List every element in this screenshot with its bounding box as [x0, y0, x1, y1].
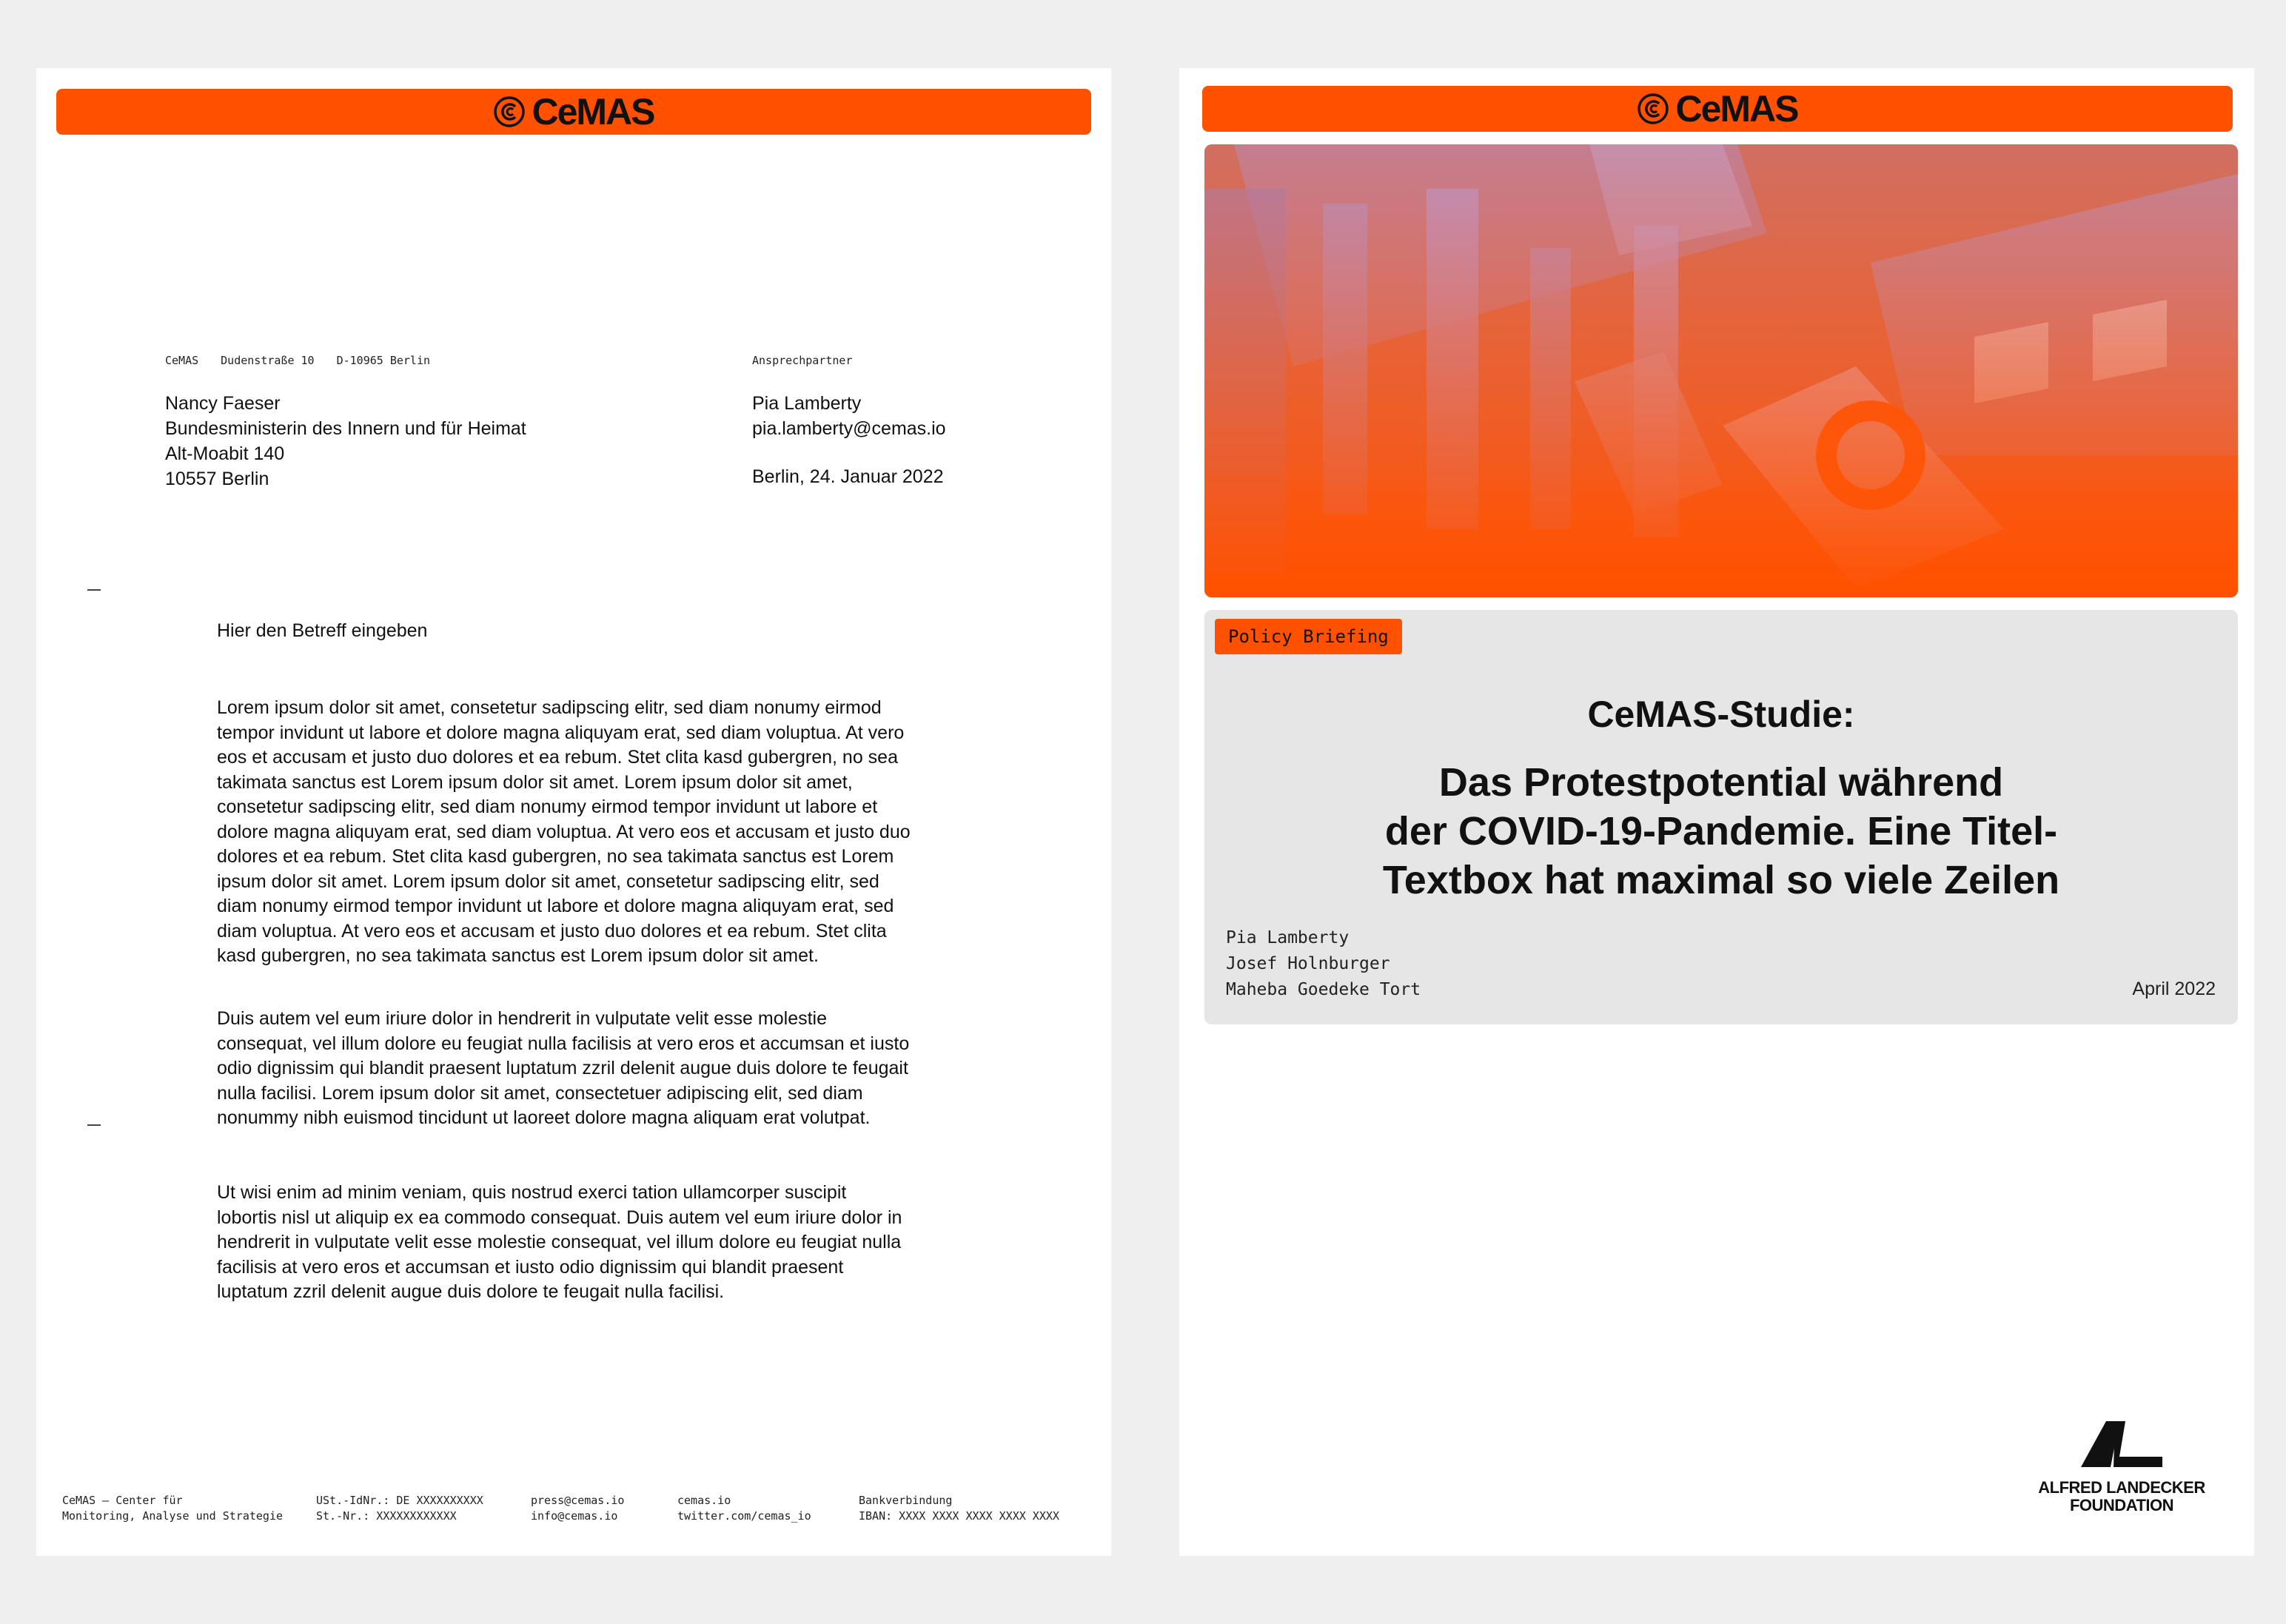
footer-line: twitter.com/cemas_io: [677, 1509, 811, 1523]
fold-mark: [87, 1124, 101, 1126]
sender-address-line: [165, 354, 430, 367]
cover-page: [1179, 68, 2254, 1556]
author-name: Maheba Goedeke Tort: [1226, 980, 1421, 999]
contact-person: [752, 391, 946, 441]
footer-line: Monitoring, Analyse und Strategie: [62, 1509, 284, 1523]
cemas-logo: [1637, 87, 1797, 130]
footer-line: St.-Nr.: XXXXXXXXXXXX: [316, 1509, 457, 1523]
footer-line: cemas.io: [677, 1494, 731, 1507]
sender-org: CeMAS: [165, 354, 199, 367]
policy-briefing-badge: Policy Briefing: [1215, 619, 1402, 654]
footer-email: [531, 1493, 624, 1524]
text-line: Lorem ipsum dolor sit amet, consetetur sadipscing elitr, sed diam nonumy eirmod: [217, 697, 882, 718]
text-line: takimata sanctus est Lorem ipsum dolor sit amet. Lorem ipsum dolor sit amet,: [217, 771, 853, 793]
footer-line: USt.-IdNr.: DE XXXXXXXXXX: [316, 1494, 483, 1507]
sender-city: D-10965 Berlin: [336, 354, 431, 367]
letter-page: [36, 68, 1111, 1556]
body-paragraph: [217, 1007, 979, 1131]
footer-bank: [859, 1493, 1059, 1524]
author-name: Josef Holnburger: [1226, 954, 1390, 973]
text-line: luptatum zzril delenit augue duis dolore te feugait nulla facilisi.: [217, 1281, 725, 1302]
footer-line: Bankverbindung: [859, 1494, 953, 1507]
footer-line: press@cemas.io: [531, 1494, 625, 1507]
recipient-address: [165, 391, 526, 491]
hero-image: [1204, 144, 2238, 597]
title-box: [1204, 610, 2238, 1024]
author-list: [1226, 925, 1421, 1003]
contact-label: Ansprechpartner: [752, 354, 853, 367]
text-line: facilisis at vero eros et accumsan et iusto odio dignissim qui blandit praesent: [217, 1256, 844, 1278]
text-line: dolore magna aliquyam erat, sed diam voluptua. At vero eos et accusam et justo duo: [217, 821, 911, 842]
study-subtitle: [1278, 758, 2164, 905]
recipient-line: Nancy Faeser: [165, 393, 281, 414]
footer-line: info@cemas.io: [531, 1509, 618, 1523]
logo-wordmark: CeMAS: [532, 91, 654, 132]
footer-tax: [316, 1493, 483, 1524]
text-line: dolores et ea rebum. Stet clita kasd gubergren, no sea takimata sanctus est Lorem: [217, 846, 894, 867]
recipient-line: Alt-Moabit 140: [165, 443, 285, 464]
subtitle-line: Das Protestpotential während: [1438, 760, 2004, 805]
text-line: diam voluptua. At vero eos et accusam et justo duo dolores et ea rebum. Stet clita: [217, 920, 887, 942]
body-paragraph: [217, 696, 979, 969]
footer-line: CeMAS – Center für: [62, 1494, 183, 1507]
subtitle-line: der COVID-19-Pandemie. Eine Titel-: [1384, 809, 2058, 853]
foundation-name-line: ALFRED LANDECKER: [2038, 1478, 2205, 1497]
letter-date: Berlin, 24. Januar 2022: [752, 466, 944, 487]
footer-line: IBAN: XXXX XXXX XXXX XXXX XXXX: [859, 1509, 1059, 1523]
cemas-logo: [493, 90, 654, 133]
recipient-line: 10557 Berlin: [165, 469, 269, 489]
text-line: tempor invidunt ut labore et dolore magna aliquyam erat, sed diam voluptua. At vero: [217, 722, 905, 743]
foundation-logo: [2029, 1421, 2214, 1514]
subtitle-line: Textbox hat maximal so viele Zeilen: [1382, 858, 2060, 902]
letter-header-bar: [56, 89, 1091, 135]
author-name: Pia Lamberty: [1226, 928, 1350, 947]
sender-street: Dudenstraße 10: [221, 354, 315, 367]
text-line: hendrerit in vulputate velit esse molestie consequat, vel illum dolore eu feugiat nulla: [217, 1232, 902, 1252]
alfred-landecker-logo-icon: [2081, 1421, 2162, 1473]
cemas-logo-icon: [1637, 93, 1669, 125]
text-line: odio dignissim qui blandit praesent luptatum zzril delenit augue duis dolore te feugait: [217, 1058, 908, 1078]
text-line: nulla facilisi. Lorem ipsum dolor sit amet, consectetuer adipiscing elit, sed diam: [217, 1082, 863, 1104]
text-line: Ut wisi enim ad minim veniam, quis nostrud exerci tation ullamcorper suscipit: [217, 1182, 847, 1203]
text-line: consetetur sadipscing elitr, sed diam nonumy eirmod tempor invidunt ut labore et: [217, 796, 878, 817]
logo-wordmark: CeMAS: [1675, 88, 1798, 130]
text-line: diam nonumy eirmod tempor invidunt ut labore et dolore magna aliquyam erat, sed: [217, 896, 894, 916]
letter-subject: Hier den Betreff eingeben: [217, 620, 428, 641]
cemas-logo-icon: [493, 95, 526, 128]
recipient-line: Bundesministerin des Innern und für Heimat: [165, 418, 526, 439]
text-line: Duis autem vel eum iriure dolor in hendrerit in vulputate velit esse molestie: [217, 1008, 827, 1029]
text-line: lobortis nisl ut aliquip ex ea commodo consequat. Duis autem vel eum iriure dolor in: [217, 1207, 902, 1228]
text-line: kasd gubergren, no sea takimata sanctus est Lorem ipsum dolor sit amet.: [217, 945, 819, 966]
body-paragraph: [217, 1181, 979, 1305]
contact-email: pia.lamberty@cemas.io: [752, 418, 946, 439]
footer-org: [62, 1493, 283, 1524]
foundation-name-line: FOUNDATION: [2069, 1496, 2174, 1514]
brandenburg-gate-photo: [1204, 144, 2238, 597]
contact-name: Pia Lamberty: [752, 393, 862, 414]
fold-mark: [87, 589, 101, 591]
study-title: CeMAS-Studie:: [1587, 694, 1855, 735]
publication-date: April 2022: [2132, 979, 2216, 999]
text-line: nonummy nibh euismod tincidunt ut laoreet dolore magna aliquam erat volutpat.: [217, 1107, 871, 1128]
text-line: consequat, vel illum dolore eu feugiat nulla facilisis at vero eros et accumsan et iusto: [217, 1033, 910, 1054]
cover-header-bar: [1202, 86, 2233, 132]
footer-web: [677, 1493, 811, 1524]
text-line: ipsum dolor sit amet. Lorem ipsum dolor sit amet, consetetur sadipscing elitr, sed: [217, 870, 879, 892]
text-line: eos et accusam et justo duo dolores et ea rebum. Stet clita kasd gubergren, no sea: [217, 747, 898, 768]
